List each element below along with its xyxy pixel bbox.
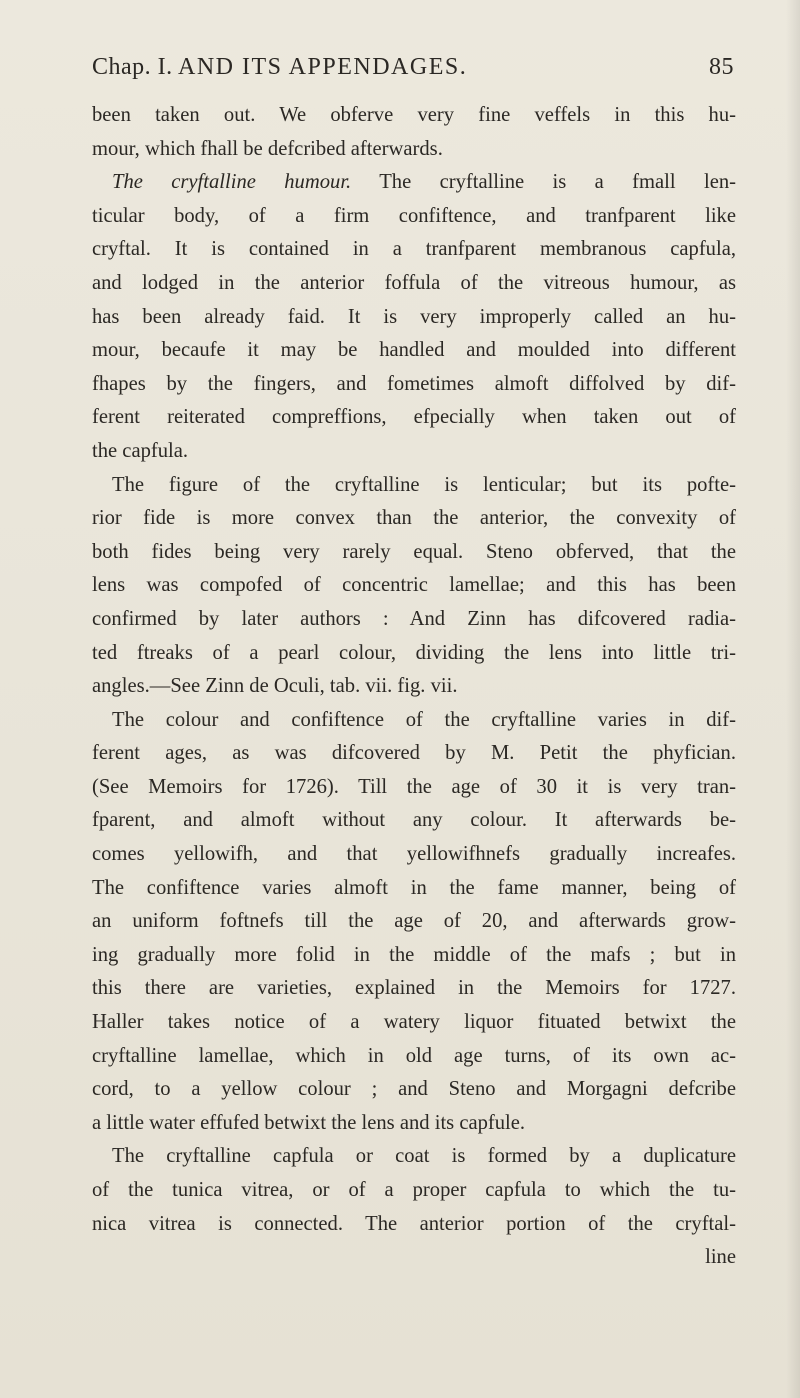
line-text: fparent, and almoft without any colour. It afterwards be- [92,809,736,832]
text-line [92,704,736,738]
text-line [92,1040,736,1074]
body-text [92,99,736,1275]
text-line [92,301,736,335]
line-text: confirmed by later authors : And Zinn has difcovered radia- [92,607,736,630]
line-text: an uniform foftnefs till the age of 20, and afterwards grow- [92,910,736,933]
line-text: The confiftence varies almoft in the fame manner, being of [92,876,736,899]
line-text: mour, which fhall be defcribed afterwards. [92,137,443,160]
line-text: ticular body, of a firm confiftence, and tranfparent like [92,204,736,227]
line-text: this there are varieties, explained in the Memoirs for 1727. [92,977,736,1000]
text-line [92,905,736,939]
line-text: ted ftreaks of a pearl colour, dividing the lens into little tri- [92,641,736,664]
line-text: ing gradually more folid in the middle of the mafs ; but in [92,943,736,966]
line-text: of the tunica vitrea, or of a proper capfula to which the tu- [92,1179,736,1201]
text-line [92,603,736,637]
line-text: (See Memoirs for 1726). Till the age of 30 it is very tran- [92,775,736,798]
text-line [92,1073,736,1107]
text-line [92,972,736,1006]
line-text: and lodged in the anterior foffula of the vitreous humour, as [92,271,736,294]
running-header [92,54,734,88]
text-line [92,838,736,872]
sidehead-italic: The cryftalline humour. [112,171,352,194]
text-line [92,771,736,805]
text-line [92,670,736,704]
text-line [92,401,736,435]
text-line [92,1241,736,1275]
text-line [92,233,736,267]
line-text: The colour and confiftence of the cryftalline varies in dif- [112,708,736,731]
line-text: the capfula. [92,439,189,462]
line-text: cord, to a yellow colour ; and Steno and Morgagni defcribe [92,1078,736,1101]
text-line [92,737,736,771]
text-line [92,435,736,469]
line-text: nica vitrea is connected. The anterior portion of the cryftal- [92,1212,736,1235]
line-text: rior fide is more convex than the anterior, the convexity of [92,507,736,530]
chapter-label: Chap. I. [92,54,173,80]
line-text: lens was compofed of concentric lamellae; and this has been [92,574,736,597]
text-line [92,502,736,536]
line-text: mour, becaufe it may be handled and moulded into different [92,339,736,362]
line-text: Haller takes notice of a watery liquor fituated betwixt the [92,1011,736,1034]
page-number: 85 [709,54,734,80]
text-line [92,637,736,671]
text-line [92,804,736,838]
text-line [92,166,736,200]
text-line [92,536,736,570]
text-line [92,99,736,133]
line-text: fhapes by the fingers, and fometimes almoft diffolved by dif- [92,372,736,395]
line-text: cryftalline lamellae, which in old age turns, of its own ac- [92,1044,736,1067]
text-line [92,1107,736,1141]
line-text: comes yellowifh, and that yellowifhnefs gradually increafes. [92,843,736,866]
line-text: cryftal. It is contained in a tranfparent membranous capfula, [92,238,736,261]
line-text: line [705,1246,736,1269]
line-text: a little water effufed betwixt the lens and its capfule. [92,1111,526,1134]
text-line [92,1174,736,1208]
text-line [92,1140,736,1174]
line-text: ferent reiterated compreffions, efpecially when taken out of [92,406,736,429]
line-text: The cryftalline capfula or coat is formed by a duplicature [112,1145,736,1168]
text-line [92,200,736,234]
text-line [92,334,736,368]
line-text: The figure of the cryftalline is lenticular; but its pofte- [112,473,736,496]
text-line [92,469,736,503]
running-title: AND ITS APPENDAGES. [178,54,468,80]
text-line [92,569,736,603]
text-line [92,872,736,906]
page-edge-shadow [786,0,800,1398]
text-line [92,939,736,973]
line-text: both fides being very rarely equal. Steno obferved, that the [92,540,736,563]
line-text: ferent ages, as was difcovered by M. Petit the phyfician. [92,742,736,765]
line-text: The cryftalline is a fmall len- [351,171,736,194]
text-line [92,1208,736,1242]
text-line [92,267,736,301]
line-text: has been already faid. It is very improperly called an hu- [92,305,736,328]
text-line [92,1006,736,1040]
line-text: been taken out. We obferve very fine veffels in this hu- [92,104,736,126]
text-line [92,368,736,402]
text-line [92,133,736,167]
line-text: angles.—See Zinn de Oculi, tab. vii. fig. vii. [92,675,458,698]
